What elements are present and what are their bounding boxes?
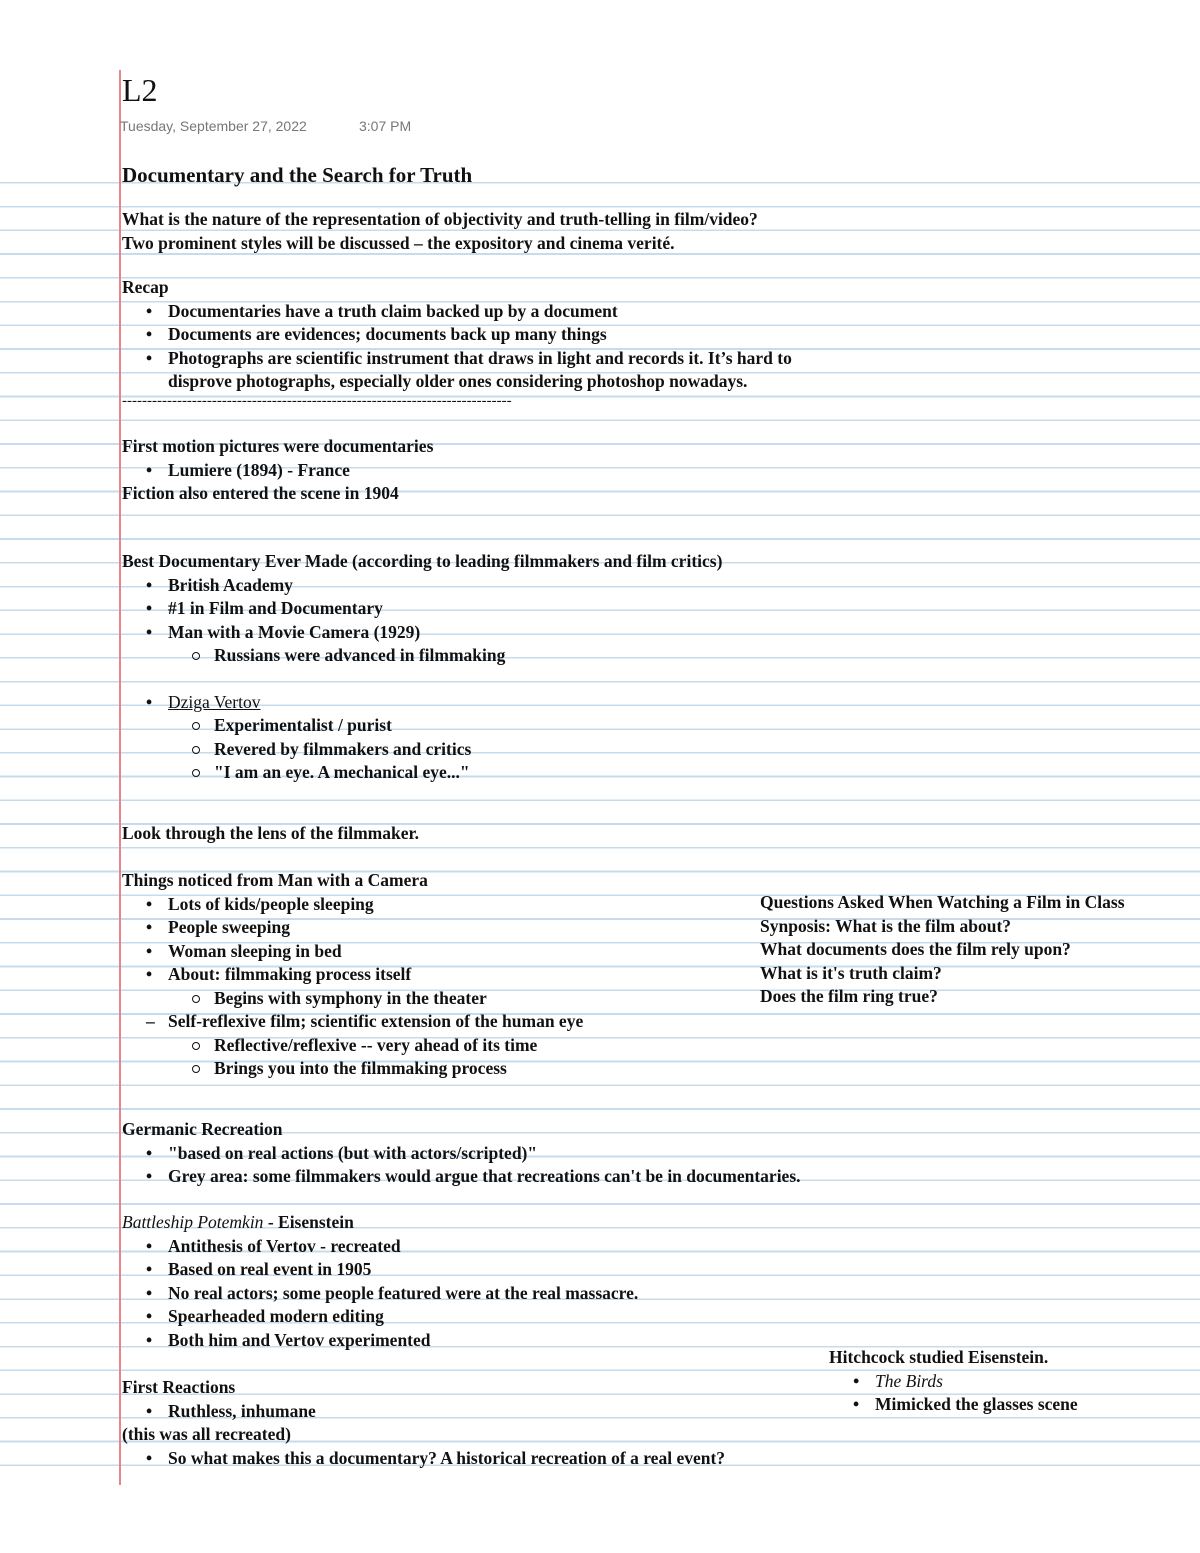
intro-line: What is the nature of the representation of objectivity and truth-telling in film/video? bbox=[122, 209, 758, 229]
best-doc-section bbox=[122, 550, 722, 785]
margin-line bbox=[119, 70, 121, 1485]
lens-line: Look through the lens of the filmmaker. bbox=[122, 823, 420, 843]
hitchcock-list bbox=[875, 1370, 1078, 1417]
things-noticed-title: Things noticed from Man with a Camera bbox=[122, 870, 428, 890]
list-item: • About: filmmaking process itself bbox=[168, 963, 583, 987]
question-line: Synposis: What is the film about? bbox=[760, 915, 1012, 936]
list-item: • Grey area: some filmmakers would argue that recreations can't be in documentaries. bbox=[168, 1165, 801, 1189]
sub-list-item: Brings you into the filmmaking process bbox=[214, 1057, 583, 1081]
page-title: L2 bbox=[122, 72, 158, 108]
list-item: • Based on real event in 1905 bbox=[168, 1258, 638, 1282]
hitchcock-title: Hitchcock studied Eisenstein. bbox=[829, 1347, 1049, 1367]
list-item: • Lumiere (1894) - France bbox=[168, 459, 433, 483]
list-item: • Man with a Movie Camera (1929) bbox=[168, 621, 722, 645]
list-item: • Spearheaded modern editing bbox=[168, 1305, 638, 1329]
potemkin-title bbox=[122, 1211, 638, 1235]
list-item: • Mimicked the glasses scene bbox=[875, 1393, 1078, 1417]
list-item-vertov: • Dziga Vertov bbox=[168, 691, 722, 715]
sub-list-item: Russians were advanced in filmmaking bbox=[214, 644, 722, 668]
questions-title: Questions Asked When Watching a Film in Class bbox=[760, 892, 1125, 912]
recap-section bbox=[122, 276, 792, 413]
question-line: Does the film ring true? bbox=[760, 986, 938, 1006]
best-doc-title: Best Documentary Ever Made (according to leading filmmakers and film critics) bbox=[122, 551, 723, 571]
germanic-list bbox=[168, 1142, 801, 1189]
hitchcock-section bbox=[829, 1346, 1078, 1417]
intro-line: Two prominent styles will be discussed – the expository and cinema verité. bbox=[122, 232, 675, 253]
divider: ------------------------------------------------------------------------------ bbox=[122, 392, 512, 409]
list-item: – Self-reflexive film; scientific extension of the human eye bbox=[168, 1010, 583, 1034]
list-item: • Ruthless, inhumane bbox=[168, 1400, 725, 1424]
list-item: • Lots of kids/people sleeping bbox=[168, 893, 583, 917]
list-item: • British Academy bbox=[168, 574, 722, 598]
question-line: What documents does the film rely upon? bbox=[760, 939, 1071, 959]
first-motion-list bbox=[168, 459, 433, 483]
list-item: • Woman sleeping in bed bbox=[168, 940, 583, 964]
recap-list bbox=[168, 300, 792, 394]
page-date: Tuesday, September 27, 2022 bbox=[120, 118, 307, 134]
reactions-title: First Reactions bbox=[122, 1377, 236, 1397]
reactions-question-list bbox=[168, 1447, 725, 1471]
potemkin-list bbox=[168, 1235, 638, 1353]
film-title: Battleship Potemkin bbox=[122, 1212, 264, 1232]
germanic-section bbox=[122, 1118, 801, 1189]
list-item: • Both him and Vertov experimented bbox=[168, 1329, 638, 1353]
sub-list-item: Reflective/reflexive -- very ahead of its time bbox=[214, 1034, 583, 1058]
potemkin-section bbox=[122, 1211, 638, 1352]
germanic-title: Germanic Recreation bbox=[122, 1119, 283, 1139]
page-time: 3:07 PM bbox=[359, 118, 412, 134]
list-item: • The Birds bbox=[875, 1370, 1078, 1394]
list-item: • "based on real actions (but with actors/scripted)" bbox=[168, 1142, 801, 1166]
list-item: • Photographs are scientific instrument that draws in light and records it. It’s hard to bbox=[168, 347, 792, 371]
list-item: • So what makes this a documentary? A historical recreation of a real event? bbox=[168, 1447, 725, 1471]
things-noticed-list bbox=[168, 893, 583, 1081]
sub-list-item: Revered by filmmakers and critics bbox=[214, 738, 722, 762]
recap-title: Recap bbox=[122, 277, 169, 297]
question-line: What is it's truth claim? bbox=[760, 962, 942, 983]
reactions-note: (this was all recreated) bbox=[122, 1424, 291, 1444]
sub-list-item: Experimentalist / purist bbox=[214, 714, 722, 738]
best-doc-list bbox=[168, 574, 722, 785]
sub-list-item: "I am an eye. A mechanical eye..." bbox=[214, 761, 722, 785]
list-item: • #1 in Film and Documentary bbox=[168, 597, 722, 621]
film-director: - Eisenstein bbox=[263, 1212, 354, 1232]
list-item: • Documentaries have a truth claim backed up by a document bbox=[168, 300, 792, 324]
list-item: • Antithesis of Vertov - recreated bbox=[168, 1235, 638, 1259]
first-motion-title: First motion pictures were documentaries bbox=[122, 436, 434, 456]
reactions-section bbox=[122, 1376, 725, 1470]
questions-section bbox=[760, 891, 1125, 1009]
fiction-line: Fiction also entered the scene in 1904 bbox=[122, 483, 399, 503]
section-heading: Documentary and the Search for Truth bbox=[122, 163, 473, 187]
intro bbox=[122, 208, 758, 255]
sub-list-item: Begins with symphony in the theater bbox=[214, 987, 583, 1011]
list-item-continued: disprove photographs, especially older ones considering photoshop nowadays. bbox=[168, 371, 748, 391]
list-item: • No real actors; some people featured were at the real massacre. bbox=[168, 1282, 638, 1306]
reactions-list bbox=[168, 1400, 725, 1424]
things-noticed-section bbox=[122, 869, 583, 1081]
list-item: • Documents are evidences; documents back up many things bbox=[168, 323, 792, 347]
list-item: • People sweeping bbox=[168, 916, 583, 940]
first-motion-section bbox=[122, 435, 433, 506]
